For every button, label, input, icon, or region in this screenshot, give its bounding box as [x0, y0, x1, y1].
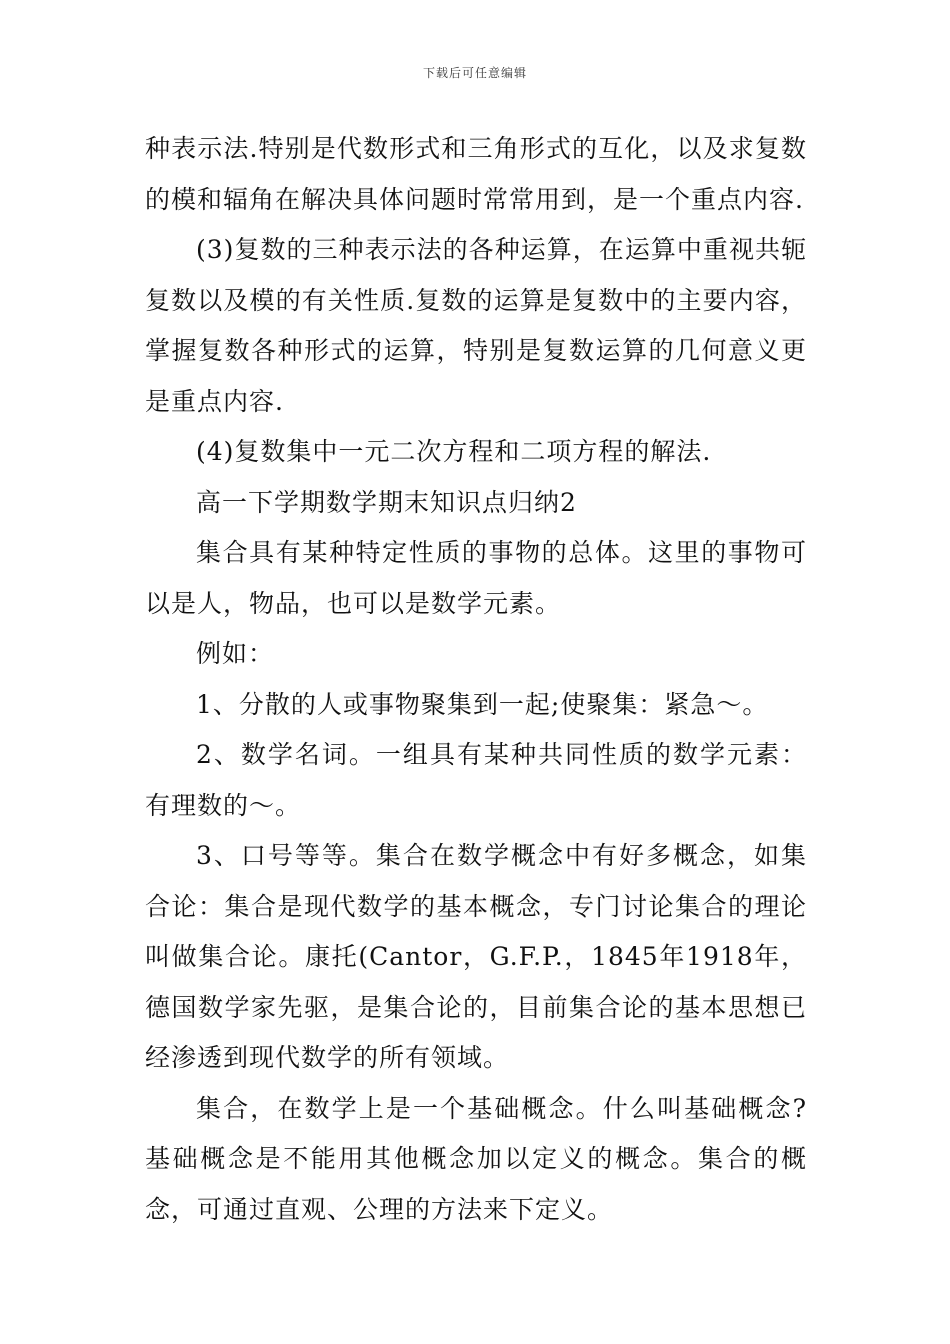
paragraph-item-3: (3)复数的三种表示法的各种运算，在运算中重视共轭复数以及模的有关性质.复数的运算是复数中的主要内容，掌握复数各种形式的运算，特别是复数运算的几何意义更是重点内容. [145, 235, 807, 416]
section-heading: 高一下学期数学期末知识点归纳2 [196, 487, 577, 517]
paragraph-continuation: 种表示法.特别是代数形式和三角形式的互化，以及求复数的模和辐角在解决具体问题时常常用到，是一个重点内容. [145, 134, 807, 214]
paragraph-example-label: 例如： [196, 639, 275, 668]
paragraph-basic-concept: 集合，在数学上是一个基础概念。什么叫基础概念?基础概念是不能用其他概念加以定义的概念。集合的概念，可通过直观、公理的方法来下定义。 [145, 1093, 807, 1224]
paragraph-item-4: (4)复数集中一元二次方程和二项方程的解法. [196, 437, 712, 466]
paragraph-example-3: 3、口号等等。集合在数学概念中有好多概念，如集合论：集合是现代数学的基本概念，专门讨论集合的理论叫做集合论。康托(Cantor，G.F.P.，1845年1918年，德国数学家先驱，是集合论的，目前集合论的基本思想已经渗透到现代数学的所有领域。 [145, 841, 807, 1072]
page-header: 下载后可任意编辑 [422, 66, 527, 80]
document-body [145, 124, 807, 1235]
paragraph-example-2: 2、数学名词。一组具有某种共同性质的数学元素：有理数的～。 [145, 740, 807, 820]
paragraph-set-definition: 集合具有某种特定性质的事物的总体。这里的事物可以是人，物品，也可以是数学元素。 [145, 538, 807, 618]
paragraph-example-1: 1、分散的人或事物聚集到一起;使聚集：紧急～。 [196, 689, 769, 719]
